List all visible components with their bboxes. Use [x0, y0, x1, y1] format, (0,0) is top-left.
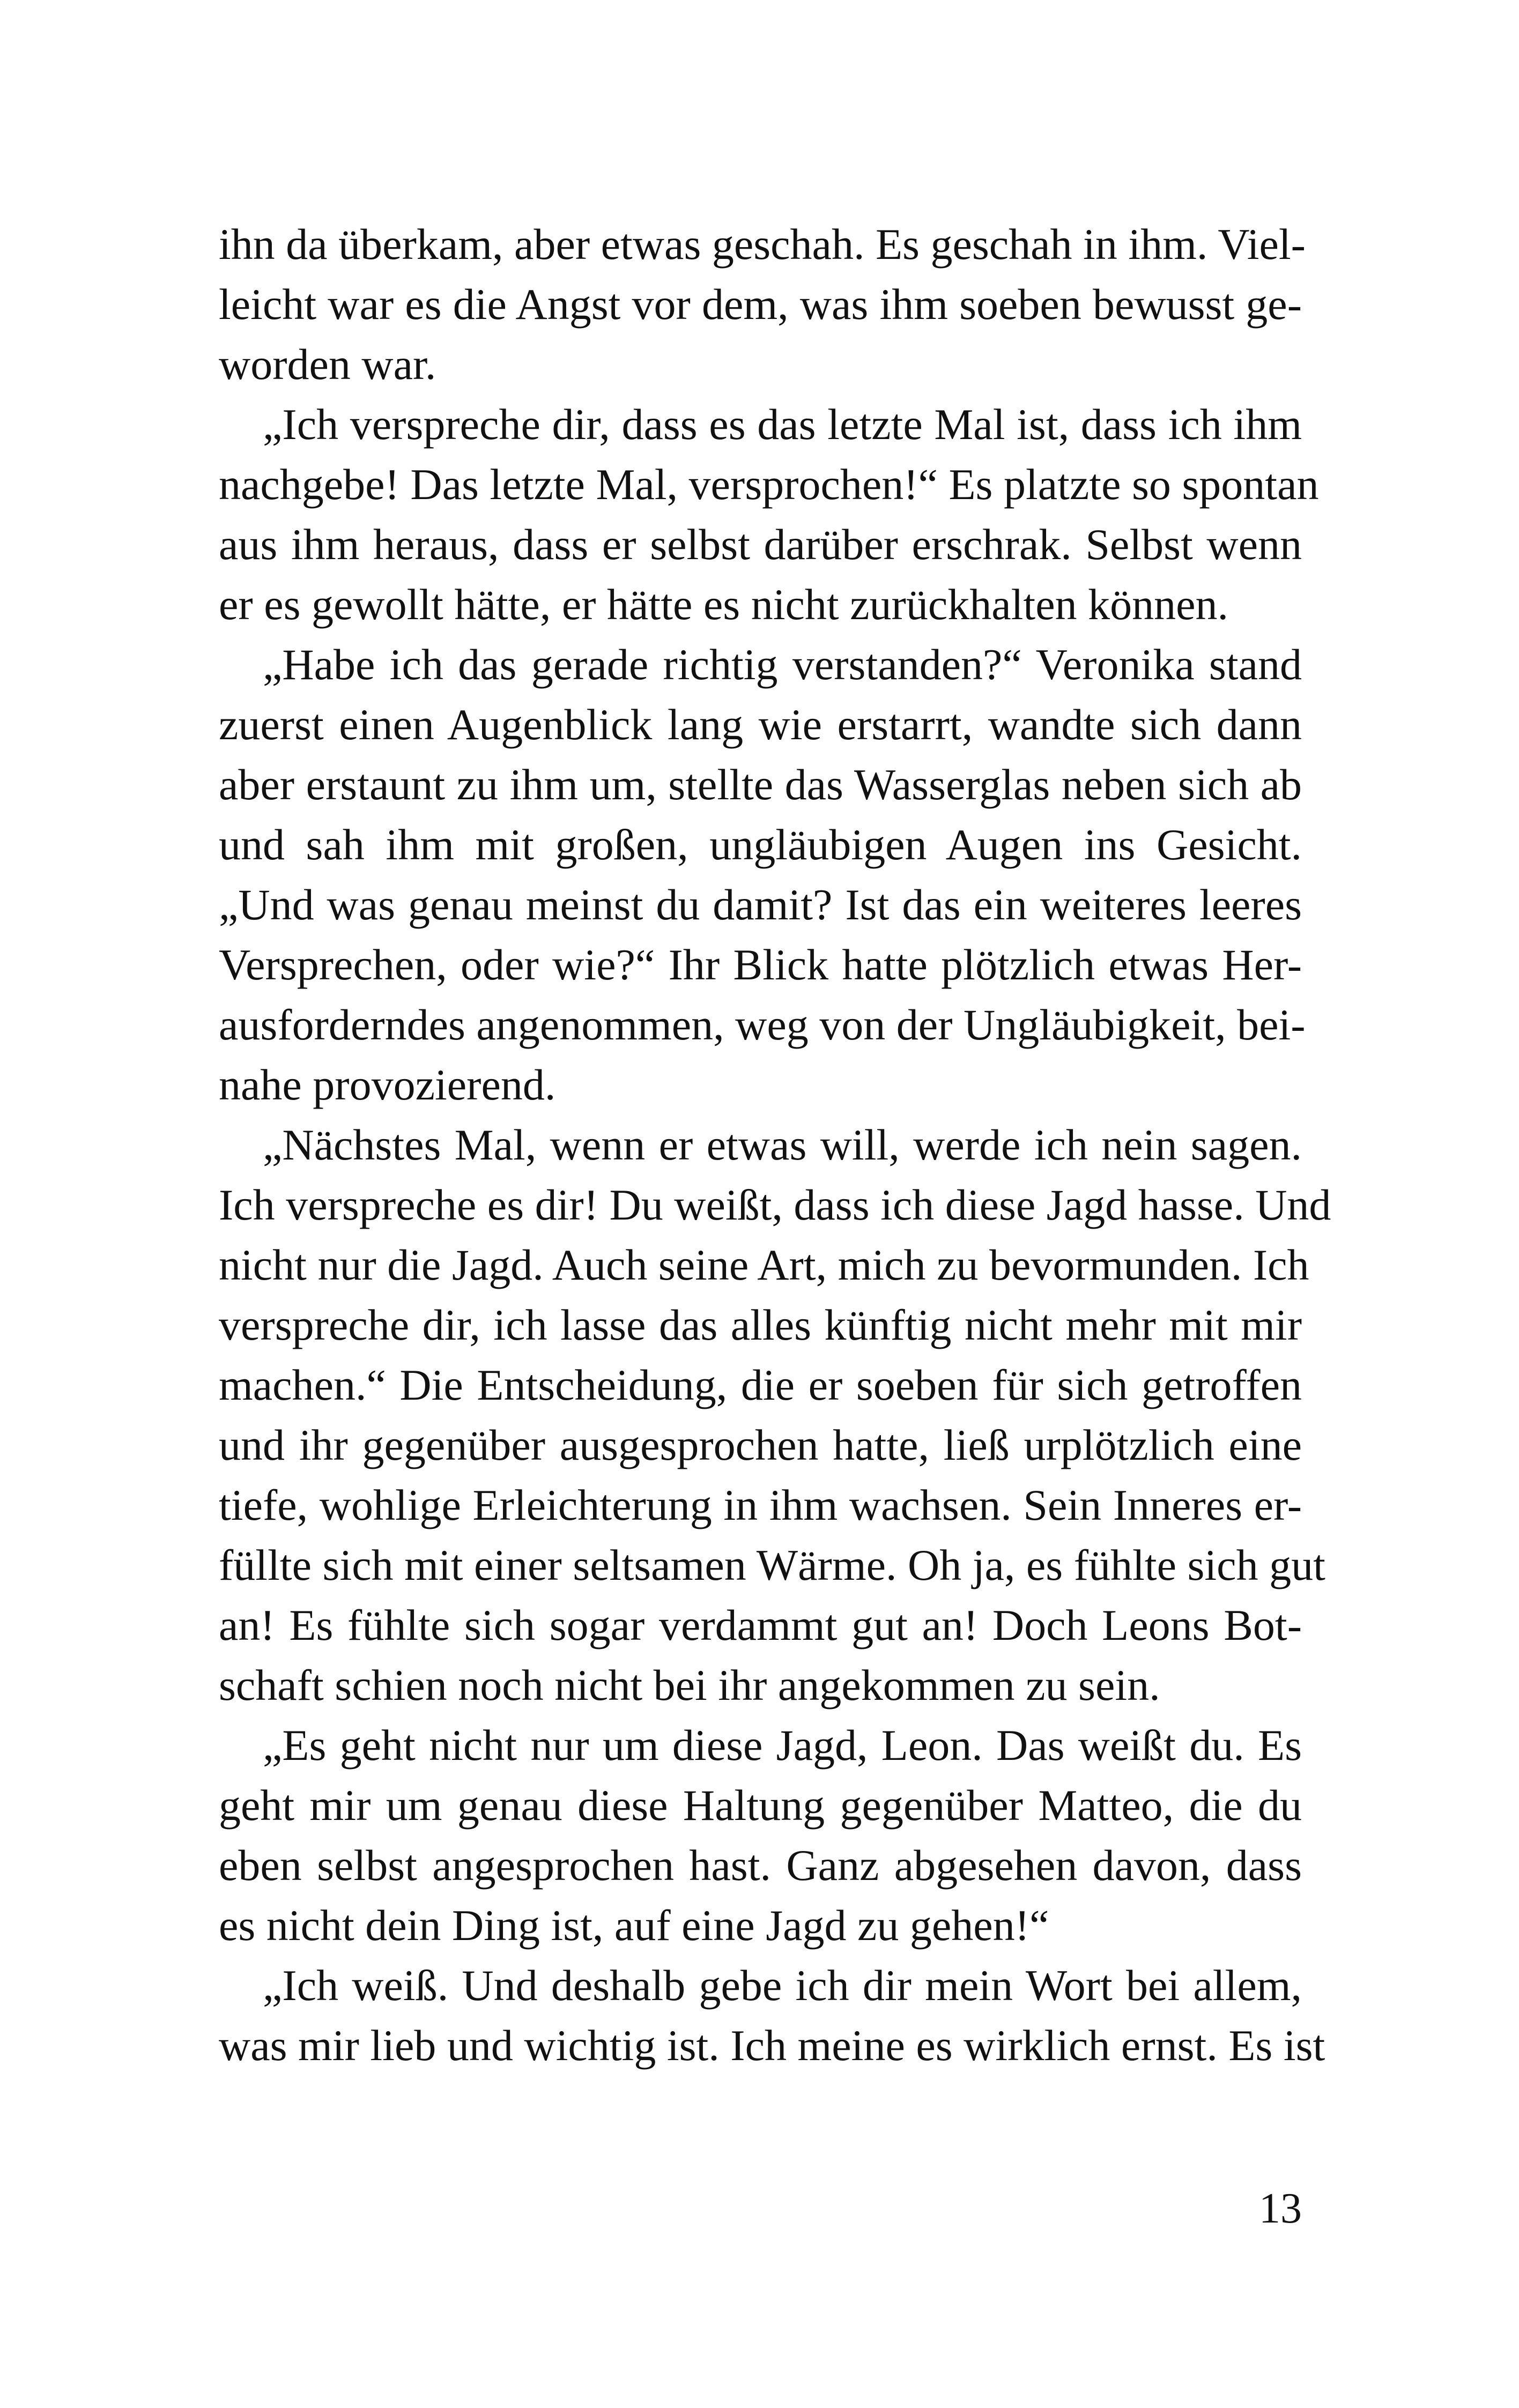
text-line: und sah ihm mit großen, ungläubigen Augen ins Gesicht.: [219, 820, 1302, 869]
text-line: leicht war es die Angst vor dem, was ihm soeben bewusst ge-: [219, 280, 1302, 329]
text-line: Versprechen, oder wie?“ Ihr Blick hatte plötzlich etwas Her-: [219, 940, 1302, 989]
text-line: ausforderndes angenommen, weg von der Ungläubigkeit, bei-: [219, 1000, 1306, 1049]
text-line: „Und was genau meinst du damit? Ist das ein weiteres leeres: [219, 880, 1302, 929]
text-line: machen.“ Die Entscheidung, die er soeben für sich getroffen: [219, 1361, 1302, 1409]
text-line: schaft schien noch nicht bei ihr angekommen zu sein.: [219, 1661, 1160, 1710]
text-line: an! Es fühlte sich sogar verdammt gut an! Doch Leons Bot-: [219, 1601, 1302, 1649]
text-line: er es gewollt hätte, er hätte es nicht zurückhalten können.: [219, 580, 1228, 629]
text-line: ihn da überkam, aber etwas geschah. Es geschah in ihm. Viel-: [219, 220, 1306, 269]
page-number: 13: [1259, 2185, 1302, 2232]
text-line: nachgebe! Das letzte Mal, versprochen!“ Es platzte so spontan: [219, 460, 1319, 509]
body-text: [219, 214, 1331, 2076]
text-line: worden war.: [219, 340, 436, 389]
text-line: geht mir um genau diese Haltung gegenüber Matteo, die du: [219, 1781, 1302, 1830]
text-line: „Es geht nicht nur um diese Jagd, Leon. Das weißt du. Es: [263, 1721, 1302, 1770]
text-line: nahe provozierend.: [219, 1060, 556, 1109]
text-line: füllte sich mit einer seltsamen Wärme. Oh ja, es fühlte sich gut: [219, 1541, 1325, 1589]
text-line: verspreche dir, ich lasse das alles künftig nicht mehr mit mir: [219, 1300, 1302, 1349]
text-line: tiefe, wohlige Erleichterung in ihm wachsen. Sein Inneres er-: [219, 1481, 1302, 1529]
text-line: aus ihm heraus, dass er selbst darüber erschrak. Selbst wenn: [219, 520, 1302, 569]
text-line: aber erstaunt zu ihm um, stellte das Wasserglas neben sich ab: [219, 760, 1302, 809]
text-line: Ich verspreche es dir! Du weißt, dass ich diese Jagd hasse. Und: [219, 1180, 1331, 1229]
text-line: eben selbst angesprochen hast. Ganz abgesehen davon, dass: [219, 1841, 1302, 1890]
text-line: „Ich weiß. Und deshalb gebe ich dir mein Wort bei allem,: [263, 1961, 1302, 2010]
text-line: es nicht dein Ding ist, auf eine Jagd zu gehen!“: [219, 1901, 1049, 1950]
text-line: zuerst einen Augenblick lang wie erstarrt, wandte sich dann: [219, 700, 1302, 749]
text-line: „Nächstes Mal, wenn er etwas will, werde ich nein sagen.: [263, 1120, 1302, 1169]
text-line: „Habe ich das gerade richtig verstanden?“ Veronika stand: [263, 640, 1302, 689]
text-line: und ihr gegenüber ausgesprochen hatte, ließ urplötzlich eine: [219, 1421, 1302, 1469]
text-line: was mir lieb und wichtig ist. Ich meine es wirklich ernst. Es ist: [219, 2021, 1325, 2070]
text-line: nicht nur die Jagd. Auch seine Art, mich zu bevormunden. Ich: [219, 1240, 1309, 1289]
text-line: „Ich verspreche dir, dass es das letzte Mal ist, dass ich ihm: [263, 400, 1302, 449]
